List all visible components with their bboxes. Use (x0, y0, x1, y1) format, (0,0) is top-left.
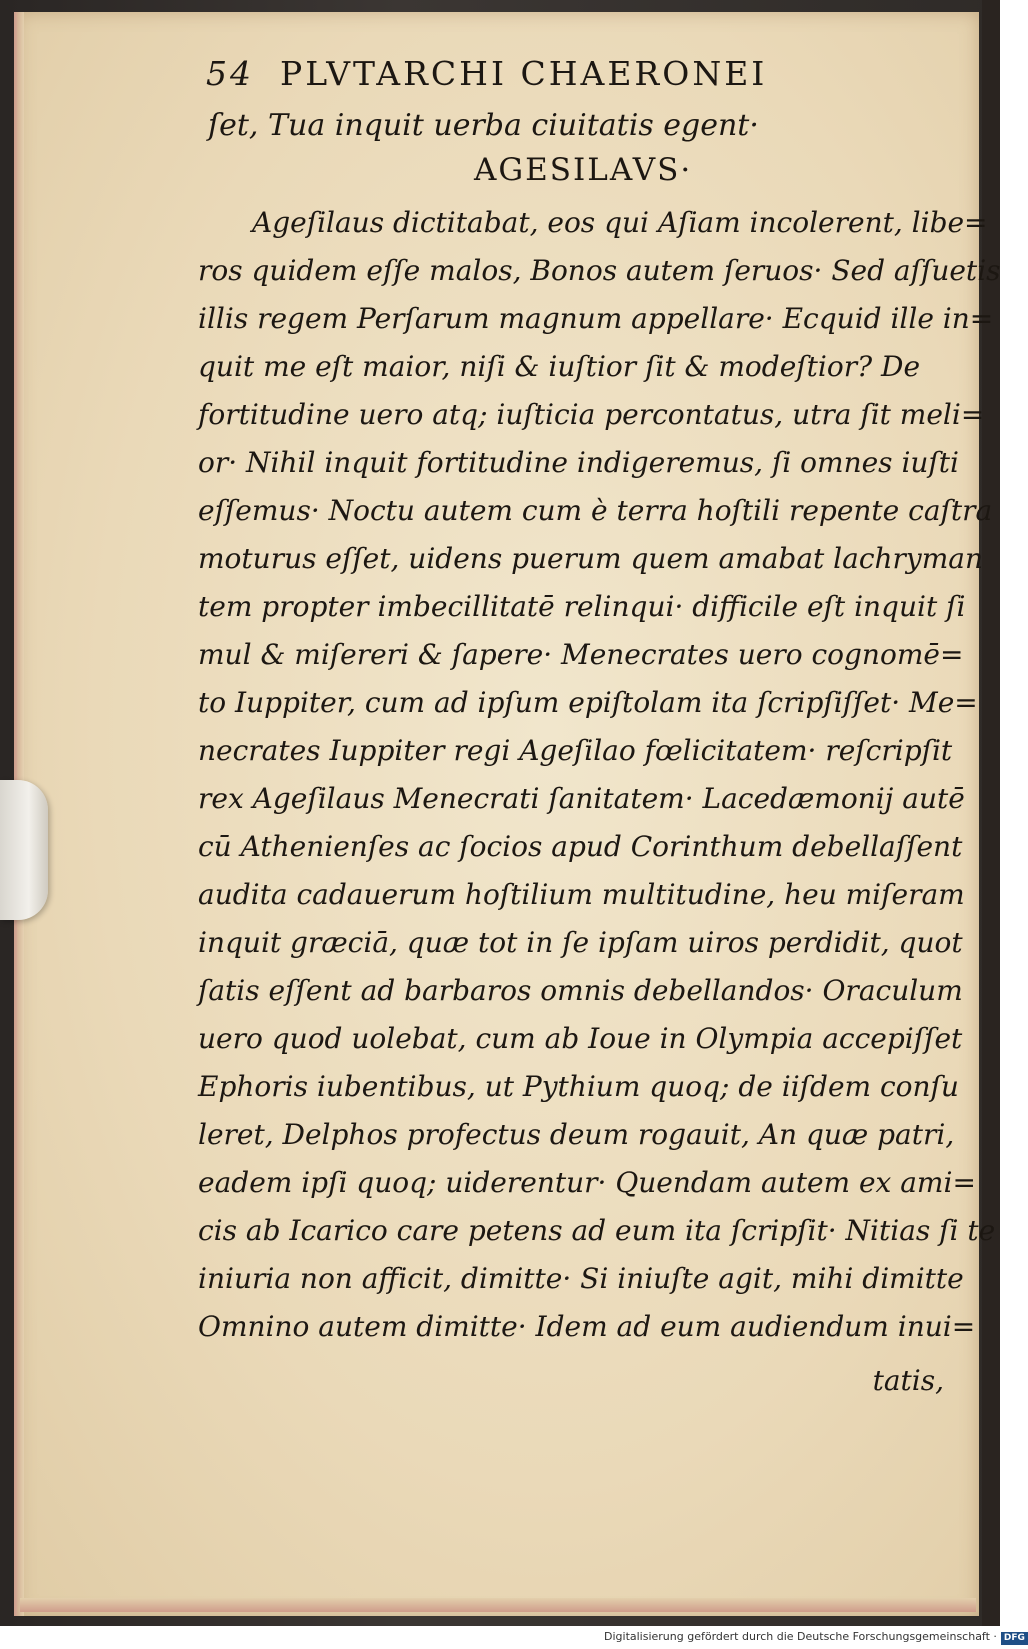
text-line: to Iuppiter, cum ad ipſum epiſtolam ita ſcripſiſſet· Me= (198, 686, 978, 719)
text-line: quit me eſt maior, niſi & iuſtior ſit & modeſtior? De (198, 350, 921, 383)
text-line: uero quod uolebat, cum ab Ioue in Olympia accepiſſet (198, 1022, 963, 1055)
text-line: illis regem Perſarum magnum appellare· Ecquid ille in= (198, 302, 994, 335)
continued-line: ſet, Tua inquit uerba ciuitatis egent· (208, 108, 759, 143)
text-line: iniuria non afficit, dimitte· Si iniuſte agit, mihi dimitte (198, 1262, 964, 1295)
dfg-logo: DFG (1001, 1632, 1028, 1645)
text-line: Ageſilaus dictitabat, eos qui Aſiam incolerent, libe= (252, 206, 988, 239)
text-line: cis ab Icarico care petens ad eum ita ſcripſit· Nitias ſi te (198, 1214, 996, 1247)
text-line: inquit græciā, quæ tot in ſe ipſam uiros perdidit, quot (198, 926, 963, 959)
running-title: PLVTARCHI CHAERONEI (280, 54, 768, 93)
page-number: 54 (206, 54, 254, 93)
text-line: fortitudine uero atq; iuſticia percontatus, utra ſit meli= (198, 398, 985, 431)
catchword: tatis, (872, 1364, 944, 1397)
running-header (206, 54, 767, 93)
text-line: eſſemus· Noctu autem cum è terra hoſtili repente caſtra (198, 494, 993, 527)
section-title: AGESILAVS· (474, 152, 693, 188)
text-line: moturus eſſet, uidens puerum quem amabat lachryman (198, 542, 984, 575)
text-line: eadem ipſi quoq; uiderentur· Quendam autem ex ami= (198, 1166, 976, 1199)
text-line: mul & miſereri & ſapere· Menecrates uero cognomē= (198, 638, 964, 671)
digitization-credit (604, 1630, 1028, 1645)
body-text (198, 199, 1001, 1351)
text-line: cū Athenienſes ac ſocios apud Corinthum debellaſſent (198, 830, 963, 863)
text-line: necrates Iuppiter regi Ageſilao fœlicitatem· reſcripſit (198, 734, 953, 767)
text-line: tem propter imbecillitatē relinqui· difficile eſt inquit ſi (198, 590, 966, 623)
credit-text: Digitalisierung gefördert durch die Deutsche Forschungsgemeinschaft · (604, 1630, 997, 1643)
text-line: ſatis eſſent ad barbaros omnis debellandos· Oraculum (198, 974, 963, 1007)
text-line: Ephoris iubentibus, ut Pythium quoq; de iiſdem conſu (198, 1070, 959, 1103)
text-line: audita cadauerum hoſtilium multitudine, heu miſeram (198, 878, 965, 911)
text-line: or· Nihil inquit fortitudine indigeremus, ſi omnes iuſti (198, 446, 960, 479)
text-line: ros quidem eſſe malos, Bonos autem ſeruos· Sed aſſuetis (198, 254, 1001, 287)
text-line: Omnino autem dimitte· Idem ad eum audiendum inui= (198, 1310, 976, 1343)
text-line: leret, Delphos profectus deum rogauit, An quæ patri, (198, 1118, 955, 1151)
text-line: rex Ageſilaus Menecrati ſanitatem· Lacedæmonij autē (198, 782, 965, 815)
